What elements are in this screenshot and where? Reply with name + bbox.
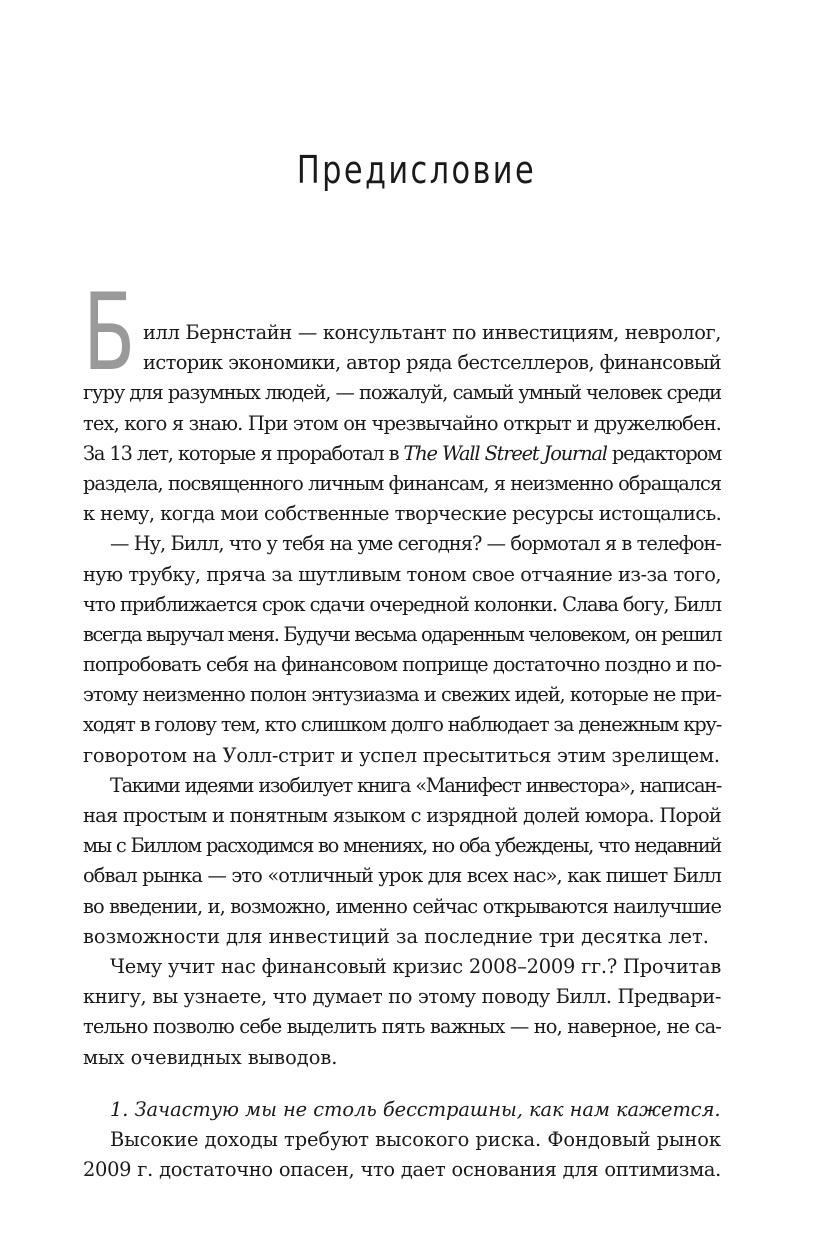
text-fragment: редактором (606, 441, 721, 465)
paragraph-2 (83, 529, 721, 771)
text-line: мы с Биллом расходимся во мнениях, но оба убеждены, что недавний (83, 834, 721, 858)
drop-cap: Б (83, 271, 136, 394)
text-line (83, 439, 721, 469)
text-line: — Ну, Билл, что у тебя на уме сегодня? — бормотал я в телефон- (110, 532, 721, 556)
text-line: раздела, посвященного личным финансам, я неизменно обращался (83, 471, 721, 495)
text-line: этому неизменно полон энтузиазма и свежих идей, которые не при- (83, 683, 721, 707)
text-fragment: За 13 лет, которые я проработал в (83, 441, 404, 465)
text-line: говоротом на Уолл-стрит и успел пресытиться этим зрелищем. (83, 743, 720, 767)
text-line: Высокие доходы требуют высокого риска. Фондовый рынок (110, 1127, 721, 1151)
text-line: Такими идеями изобилует книга «Манифест инвестора», написан- (110, 773, 721, 797)
text-line: илл Бернстайн — консультант по инвестициям, невролог, (143, 321, 721, 344)
paragraph-3 (83, 771, 721, 952)
text-line: обвал рынка — это «отличный урок для всех нас», как пишет Билл (83, 864, 721, 888)
text-line: что приближается срок сдачи очередной колонки. Слава богу, Билл (83, 592, 721, 616)
text-line: во введении, и, возможно, именно сейчас открываются наилучшие (83, 894, 721, 918)
journal-title: The Wall Street Journal (403, 441, 607, 465)
text-line: тельно позволю себе выделить пять важных — но, наверное, не са- (83, 1015, 721, 1039)
text-line: тех, кого я знаю. При этом он чрезвычайно открыт и дружелюбен. (83, 411, 721, 435)
page-title: Предисловие (296, 148, 537, 192)
section-gap (83, 1073, 721, 1095)
text-line: возможности для инвестиций за последние три десятка лет. (83, 924, 709, 948)
point-1 (83, 1095, 721, 1186)
point-heading: 1. Зачастую мы не столь бесстрашны, как нам кажется. (110, 1097, 721, 1121)
text-line: всегда выручал меня. Будучи весьма одаренным человеком, он решил (83, 622, 721, 646)
body-text (83, 318, 721, 1185)
text-line: 2009 г. достаточно опасен, что дает основания для оптимизма. (83, 1158, 721, 1182)
text-line: историк экономики, автор ряда бестселлеров, финансовый (143, 351, 721, 375)
text-line: попробовать себя на финансовом поприще достаточно поздно и по- (83, 653, 721, 677)
paragraph-4 (83, 952, 721, 1073)
text-line: Чему учит нас финансовый кризис 2008–2009 гг.? Прочитав (110, 954, 721, 978)
text-line: к нему, когда мои собственные творческие ресурсы истощались. (83, 502, 722, 526)
text-line: ную трубку, пряча за шутливым тоном свое отчаяние из-за того, (83, 562, 721, 586)
text-line: книгу, вы узнаете, что думает по этому поводу Билл. Предвари- (83, 985, 721, 1009)
text-line: гуру для разумных людей, — пожалуй, самый умный человек среди (83, 381, 721, 405)
text-line: мых очевидных выводов. (83, 1045, 338, 1069)
paragraph-1 (83, 318, 721, 529)
text-line: ходят в голову тем, кто слишком долго наблюдает за денежным кру- (83, 713, 722, 737)
text-line: ная простым и понятным языком с изрядной долей юмора. Порой (83, 804, 721, 827)
